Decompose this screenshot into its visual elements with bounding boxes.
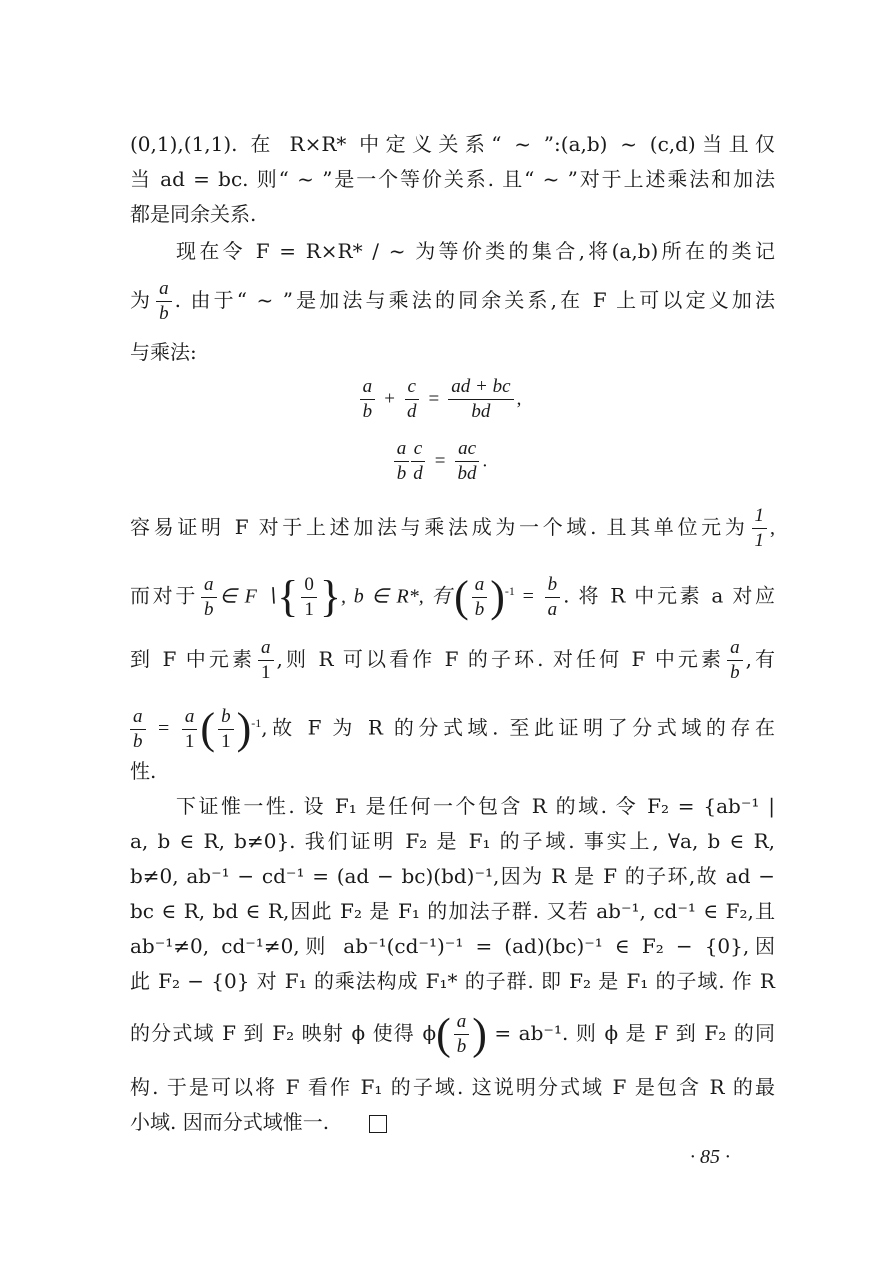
text-line-with-fraction: $\frac{a}{b}$ = $\frac{a}{1}$ ( $\frac{b}{1}$ )$^{-1}$,故 F 为 R 的分式域. 至此证明了分式域的存在 [130,694,775,758]
text-line: 小域. 因而分式域惟一. [130,1108,775,1136]
text-line: b≠0, ab⁻¹ − cd⁻¹ = (ad − bc)(bd)⁻¹,因为 R 是 F 的子环,故 ad − [130,864,775,888]
equation-multiplication: $\frac{a}{b}$ $\frac{c}{d}$ = $\frac{ac}{bd}$ . [0,438,878,485]
text-line: 都是同余关系. [130,202,257,226]
text-line: 当 ad = bc. 则“ ~ ”是一个等价关系. 且“ ~ ”对于上述乘法和加法 [130,167,775,191]
text-line: 构. 于是可以将 F 看作 F₁ 的子域. 这说明分式域 F 是包含 R 的最 [130,1075,775,1099]
text-line: 性. [130,759,157,783]
text-line: ab⁻¹≠0, cd⁻¹≠0,则 ab⁻¹(cd⁻¹)⁻¹ = (ad)(bc)⁻¹ ∈ F₂ − {0},因 [130,934,775,958]
text-line: 现在令 F = R×R* ∕ ~ 为等价类的集合,将(a,b)所在的类记 [176,239,775,263]
fraction-a-over-b: $\frac{a}{b}$ [156,278,172,325]
text-line-with-fraction: 到 F 中元素 $\frac{a}{1}$ ,则 R 可以看作 F 的子环. 对任何 F 中元素 $\frac{a}{b}$ ,有 [130,637,776,683]
page-number: · 85 · [690,1146,730,1168]
text-line: bc ∈ R, bd ∈ R,因此 F₂ 是 F₁ 的加法子群. 又若 ab⁻¹, cd⁻¹ ∈ F₂,且 [130,899,775,923]
text-line-with-fraction: 容易证明 F 对于上述加法与乘法成为一个域. 且其单位元为 $\frac{1}{1}$ , [130,505,775,551]
text-line: 与乘法: [130,340,197,364]
text-line: a, b ∈ R, b≠0}. 我们证明 F₂ 是 F₁ 的子域. 事实上, ∀a, b ∈ R, [130,829,775,853]
text-line: (0,1),(1,1). 在 R×R* 中定义关系“ ~ ”:(a,b) ~ (c,d)当且仅 [130,132,775,156]
text-line-with-fraction: 而对于 $\frac{a}{b}$ ∈ F ∖{ $\frac{0}{1}$ }, b ∈ R*, 有( $\frac{a}{b}$ )$^{-1}$ = $\frac{b}{a}$ . 将 R 中元素 a 对应 [130,572,776,622]
equation-addition: $\frac{a}{b}$ + $\frac{c}{d}$ = $\frac{ad + bc}{bd}$ , [0,376,878,423]
text-line-with-fraction: 的分式域 F 到 F₂ 映射 ϕ 使得 ϕ( $\frac{a}{b}$ ) = ab⁻¹. 则 ϕ 是 F 到 F₂ 的同 [130,1009,775,1059]
qed-box-icon [369,1115,387,1133]
text-line-with-fraction: 为 $\frac{a}{b}$ . 由于“ ~ ”是加法与乘法的同余关系,在 F 上可以定义加法 [130,278,775,324]
text-line: 下证惟一性. 设 F₁ 是任何一个包含 R 的域. 令 F₂ = {ab⁻¹ | [176,794,775,818]
text-line: 此 F₂ − {0} 对 F₁ 的乘法构成 F₁* 的子群. 即 F₂ 是 F₁ 的子域. 作 R [130,969,775,993]
